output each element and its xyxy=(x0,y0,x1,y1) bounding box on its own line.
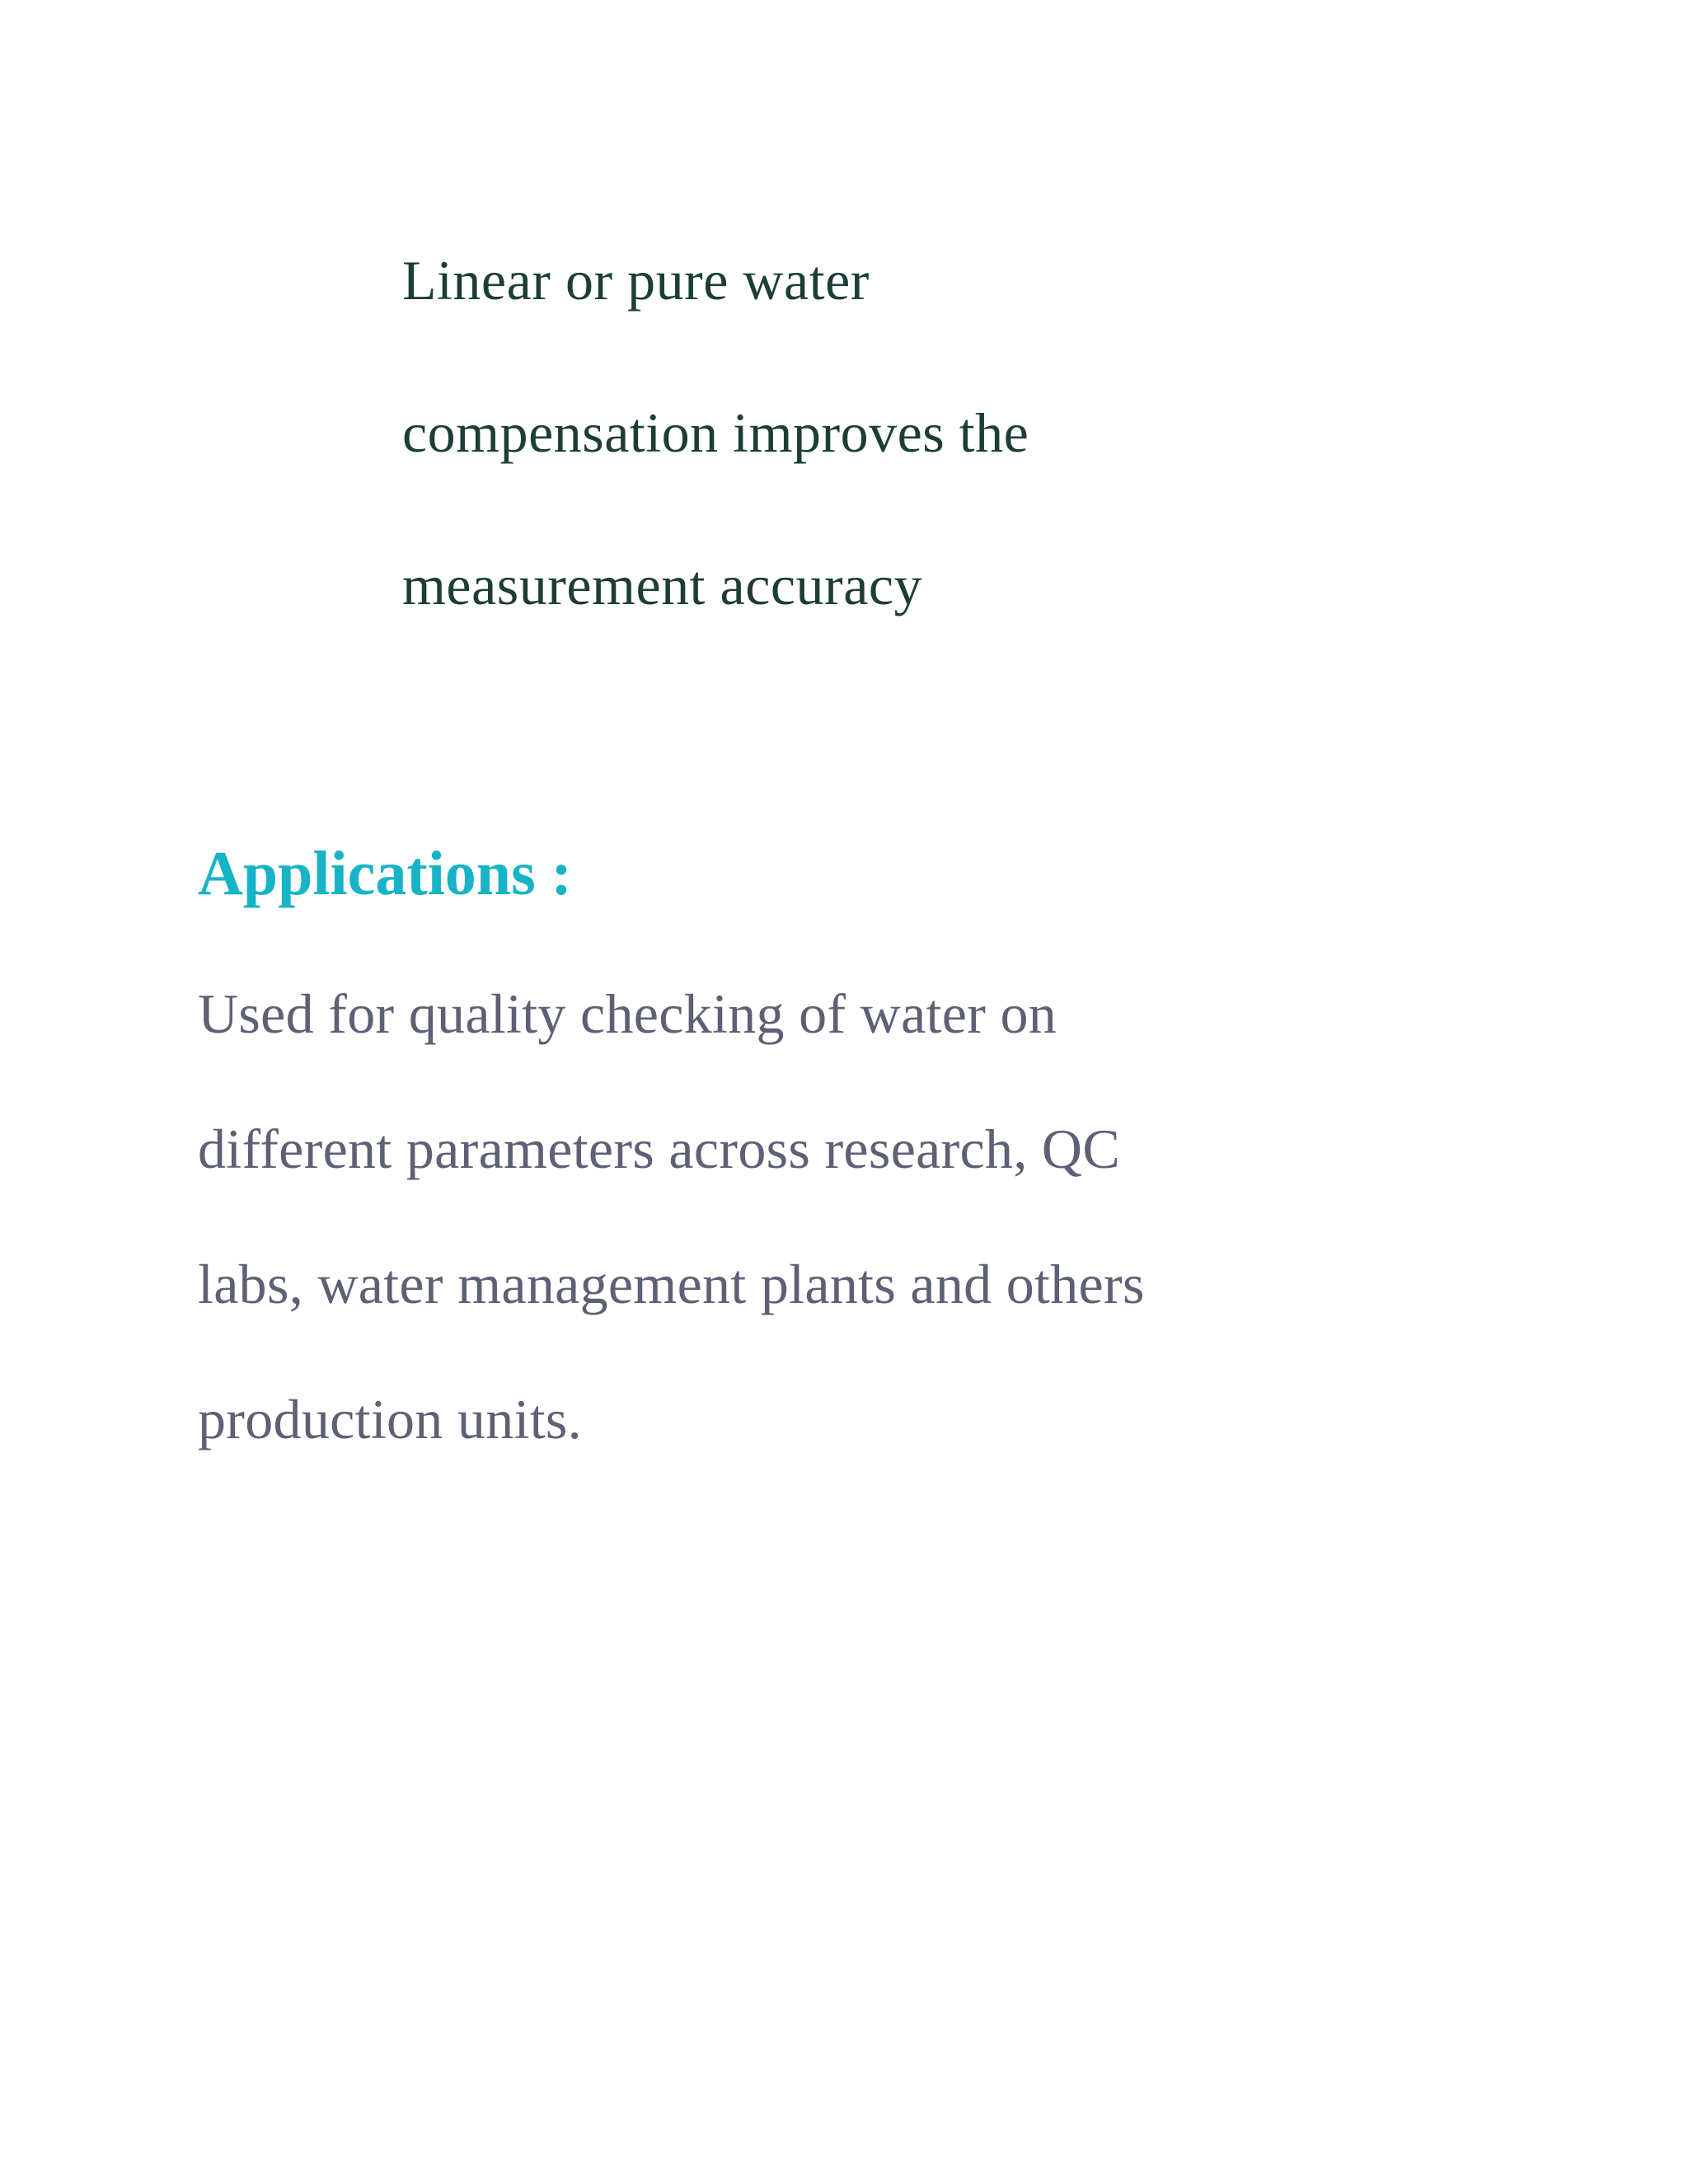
applications-heading: Applications : xyxy=(198,839,572,908)
feature-line: compensation improves the xyxy=(402,401,1029,464)
feature-line: measurement accuracy xyxy=(402,554,923,616)
feature-line: Linear or pure water xyxy=(402,249,870,312)
applications-line: production units. xyxy=(198,1388,582,1451)
feature-description xyxy=(402,204,1309,662)
applications-line: Used for quality checking of water on xyxy=(198,982,1057,1045)
applications-line: different parameters across research, QC xyxy=(198,1118,1120,1180)
applications-body xyxy=(198,946,1517,1487)
applications-line: labs, water management plants and others xyxy=(198,1253,1145,1315)
